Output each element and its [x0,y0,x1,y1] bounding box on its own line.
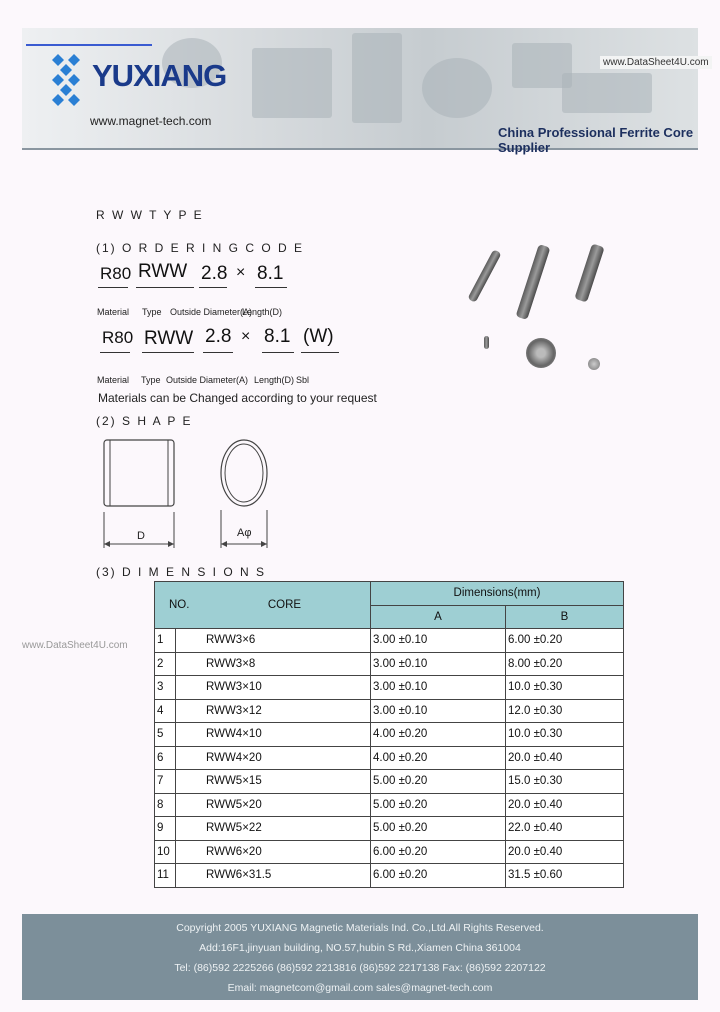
code-length: 8.1 [257,263,284,284]
code-symbol: (W) [303,326,334,347]
footer-copyright: Copyright 2005 YUXIANG Magnetic Materials Ind. Co.,Ltd.All Rights Reserved. [176,922,544,934]
cell-b: 12.0 ±0.30 [506,699,624,723]
cell-core: RWW3×10 [176,676,371,700]
section-ordering-code: (1) O R D E R I N G C O D E [96,241,305,255]
cell-a: 3.00 ±0.10 [371,629,506,653]
cell-core: RWW5×15 [176,770,371,794]
underline [136,287,194,288]
cell-b: 22.0 ±0.40 [506,817,624,841]
cell-no: 8 [155,793,176,817]
table-row [155,864,624,888]
underline [98,287,128,288]
page-title: R W W T Y P E [96,208,204,222]
header-a: A [371,605,506,629]
underline [301,352,339,353]
table-row [155,629,624,653]
table-row [155,770,624,794]
company-name: YUXIANG [92,58,227,93]
cell-b: 10.0 ±0.30 [506,676,624,700]
underline [203,352,233,353]
cell-b: 6.00 ±0.20 [506,629,624,653]
label-material: Material [97,307,130,317]
table-row [155,840,624,864]
cell-core: RWW3×12 [176,699,371,723]
table-row [155,723,624,747]
table-row [155,676,624,700]
underline [199,287,227,288]
code-diameter: 2.8 [201,263,228,284]
cell-a: 3.00 ±0.10 [371,699,506,723]
label-diameter: Outside Diameter(A) [170,307,253,317]
dimensions-table [154,581,624,888]
section-dimensions: (3) D I M E N S I O N S [96,565,267,579]
cell-a: 4.00 ±0.20 [371,723,506,747]
cell-no: 11 [155,864,176,888]
cell-b: 8.00 ±0.20 [506,652,624,676]
cell-a: 5.00 ±0.20 [371,793,506,817]
cell-no: 1 [155,629,176,653]
cell-a: 3.00 ±0.10 [371,652,506,676]
header-no: NO. [169,599,190,611]
header-b: B [506,605,624,629]
code-type: RWW [144,328,194,349]
label-type: Type [142,307,162,317]
table-row [155,699,624,723]
cell-core: RWW6×31.5 [176,864,371,888]
cell-b: 31.5 ±0.60 [506,864,624,888]
label-diameter: Outside Diameter(A) [166,375,249,385]
table-row [155,817,624,841]
section-shape: (2) S H A P E [96,414,193,428]
table-row [155,746,624,770]
cell-a: 5.00 ±0.20 [371,770,506,794]
cell-b: 20.0 ±0.40 [506,793,624,817]
cell-core: RWW4×20 [176,746,371,770]
label-type: Type [141,375,161,385]
cell-a: 6.00 ±0.20 [371,864,506,888]
header-core: CORE [267,599,302,611]
underline [262,352,294,353]
cell-a: 3.00 ±0.10 [371,676,506,700]
cell-b: 15.0 ±0.30 [506,770,624,794]
header-no-core [155,582,371,629]
header-rule [26,44,152,46]
underline [255,287,287,288]
code-times: × [236,264,246,281]
cell-b: 20.0 ±0.40 [506,746,624,770]
footer [22,914,698,1000]
tagline: China Professional Ferrite Core Supplier [498,125,694,155]
code-times: × [241,328,251,345]
cell-a: 6.00 ±0.20 [371,840,506,864]
label-symbol: Sbl [296,375,310,385]
underline [142,352,194,353]
cell-no: 7 [155,770,176,794]
cell-core: RWW6×20 [176,840,371,864]
code-type: RWW [138,261,188,282]
table-row [155,652,624,676]
cell-no: 3 [155,676,176,700]
table-row [155,793,624,817]
footer-phone: Tel: (86)592 2225266 (86)592 2213816 (86)592 2217138 Fax: (86)592 2207122 [174,962,546,974]
materials-note: Materials can be Changed according to your request [98,391,377,405]
cell-b: 10.0 ±0.30 [506,723,624,747]
cell-core: RWW3×6 [176,629,371,653]
shape-label-a: Aφ [237,527,252,539]
cell-no: 6 [155,746,176,770]
shape-label-d: D [137,530,145,542]
label-material: Material [97,375,130,385]
cell-core: RWW5×22 [176,817,371,841]
cell-core: RWW4×10 [176,723,371,747]
cell-a: 5.00 ±0.20 [371,817,506,841]
watermark-mid: www.DataSheet4U.com [22,640,128,651]
label-length: Length(D) [242,307,283,317]
code-material: R80 [100,264,132,283]
underline [100,352,130,353]
cell-no: 5 [155,723,176,747]
footer-address: Add:16F1,jinyuan building, NO.57,hubin S Rd.,Xiamen China 361004 [199,942,521,954]
cell-b: 20.0 ±0.40 [506,840,624,864]
cell-core: RWW3×8 [176,652,371,676]
cell-no: 9 [155,817,176,841]
code-material: R80 [102,328,134,347]
cell-no: 4 [155,699,176,723]
code-length: 8.1 [264,326,291,347]
cell-core: RWW5×20 [176,793,371,817]
logo-icon [48,52,88,106]
cell-a: 4.00 ±0.20 [371,746,506,770]
company-website[interactable]: www.magnet-tech.com [90,114,212,128]
watermark-top: www.DataSheet4U.com [600,56,712,69]
footer-email[interactable]: Email: magnetcom@gmail.com sales@magnet-tech.com [227,982,493,994]
cell-no: 10 [155,840,176,864]
cell-no: 2 [155,652,176,676]
code-diameter: 2.8 [205,326,232,347]
label-length: Length(D) [254,375,295,385]
header-dimensions: Dimensions(mm) [371,582,624,606]
